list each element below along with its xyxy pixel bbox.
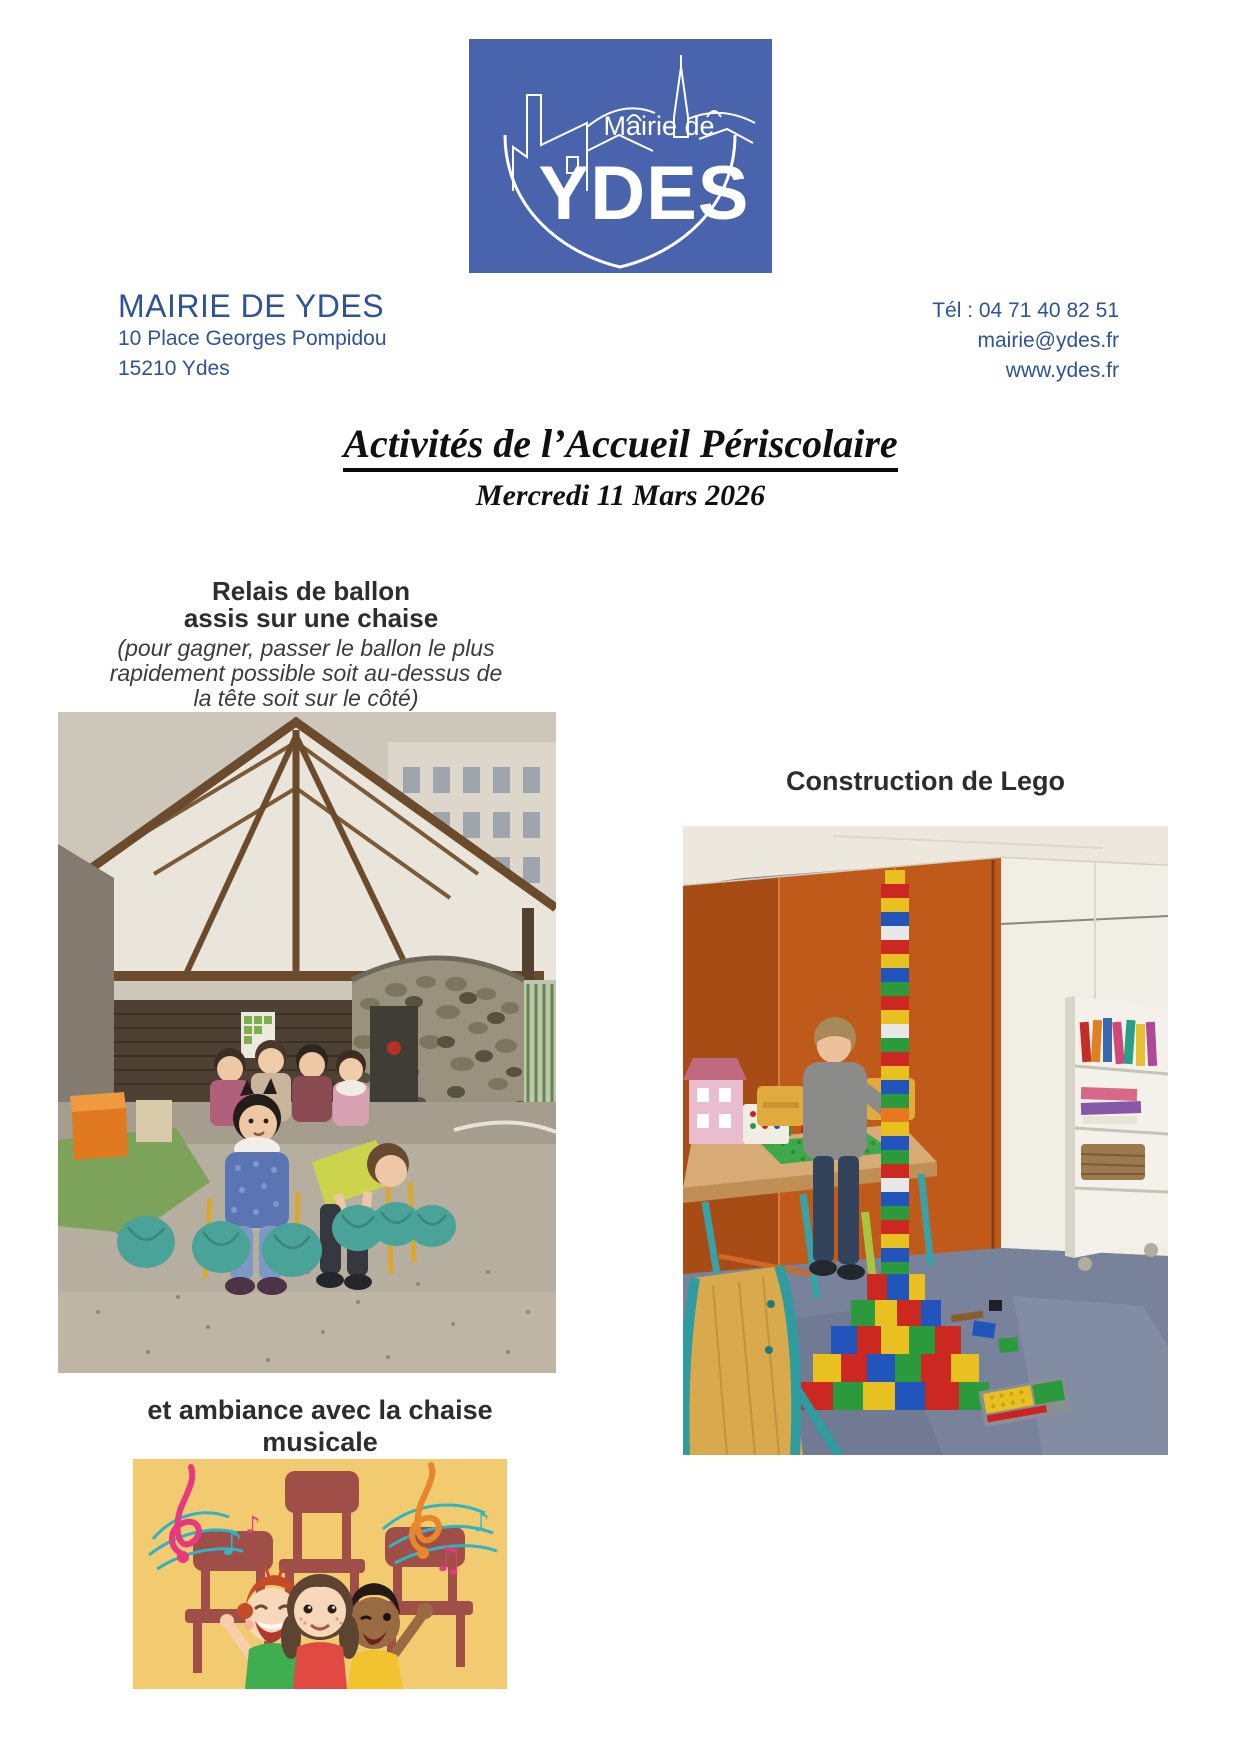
music-note-icon: ♪ [245, 1511, 261, 1539]
org-name: MAIRIE DE YDES [118, 288, 385, 324]
bookshelf [1065, 996, 1168, 1271]
photo-relais-ballon [58, 712, 556, 1373]
logo-main-text: YDES [538, 151, 750, 236]
org-address-line2: 15210 Ydes [118, 357, 230, 380]
illustration-chaise-musicale [133, 1459, 507, 1689]
activity-note-ballon [96, 636, 516, 711]
magazines [1081, 1087, 1141, 1124]
mairie-ydes-logo [469, 39, 772, 273]
ballon-note-line1: (pour gagner, passer le ballon le plus [117, 635, 495, 661]
email-address: mairie@ydes.fr [977, 329, 1119, 352]
music-note-icon: ♪ [473, 1508, 490, 1538]
org-address-line1: 10 Place Georges Pompidou [118, 327, 387, 350]
logo-top-text: Mairie de [603, 111, 715, 141]
dollhouse [683, 1058, 747, 1144]
music-note-icon: ♫ [433, 1540, 464, 1580]
phone-number: Tél : 04 71 40 82 51 [932, 299, 1119, 322]
ballon-note-line2: rapidement possible soit au-dessus de [109, 660, 503, 686]
contact-block [932, 296, 1119, 386]
ballon-note-line3: la tête soit sur le côté) [193, 685, 419, 711]
document-title-text: Activités de l’Accueil Périscolaire [343, 421, 897, 472]
activity-heading-chaise-musicale [120, 1394, 520, 1458]
document-title [0, 420, 1241, 467]
photo-lego-construction [683, 826, 1168, 1455]
musical-heading-line1: et ambiance avec la chaise [147, 1395, 493, 1425]
basket [1081, 1144, 1145, 1180]
document-date: Mercredi 11 Mars 2026 [475, 479, 766, 512]
website-url: www.ydes.fr [1005, 359, 1119, 382]
musical-heading-line2: musicale [262, 1427, 378, 1457]
activity-heading-lego: Construction de Lego [786, 766, 1065, 796]
ballon-heading-line1: Relais de ballon [212, 576, 410, 606]
org-address-block [118, 288, 387, 384]
music-note-icon: ♪ [221, 1524, 243, 1564]
activity-heading-ballon [111, 578, 511, 632]
ballon-heading-line2: assis sur une chaise [183, 603, 439, 633]
